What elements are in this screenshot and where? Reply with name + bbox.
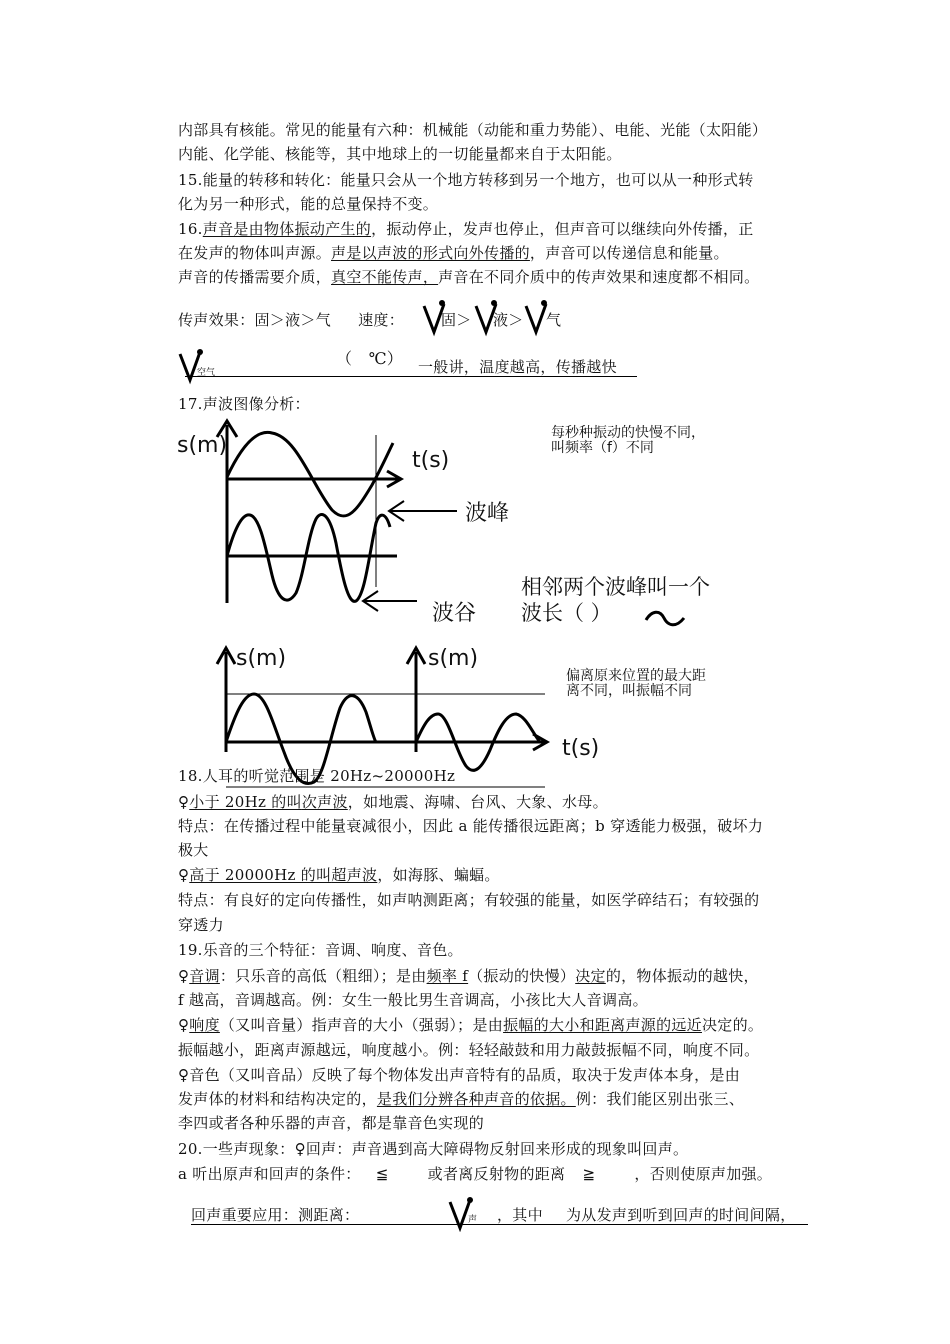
wavelength-symbol	[642, 608, 692, 632]
text-line: 15.能量的转移和转化：能量只会从一个地方转移到另一个地方，也可以从一种形式转	[178, 171, 754, 189]
text-span: 声音在不同介质中的传声效果和速度都不相同。	[438, 268, 760, 286]
bullet-icon: ♀	[178, 866, 190, 884]
text-span: 一般讲，温度越高，传播越快	[418, 358, 617, 376]
text-span: 例：我们能区别出张三、	[575, 1090, 745, 1108]
underlined-text: 频率 f	[426, 967, 469, 985]
underlined-text: 高于 20000Hz 的叫	[189, 866, 332, 884]
bullet-icon: ♀	[178, 1066, 190, 1084]
text-span: 回声重要应用：测距离：	[191, 1206, 360, 1224]
text-span: 回声：声音遇到高大障碍物反射回来形成的现象叫回声。	[305, 1140, 689, 1158]
text-span: 固＞	[441, 311, 472, 329]
bullet-icon: ♀	[178, 1016, 190, 1034]
text-line	[178, 1016, 818, 1034]
text-span: 声音的传播需要介质，	[178, 268, 332, 286]
section-heading: 19.乐音的三个特征：音调、响度、音色。	[178, 941, 463, 959]
label-peak: 波峰	[465, 501, 510, 526]
section-heading: 20.一些声现象：	[178, 1140, 295, 1158]
text-line: 振幅越小，距离声源越远，响度越小。例：轻轻敲鼓和用力敲鼓振幅不同，响度不同。	[178, 1041, 760, 1059]
underlined-text: 小于 20Hz 的叫	[189, 793, 302, 811]
text-line	[178, 1140, 818, 1158]
section-heading: 17.声波图像分析：	[178, 395, 310, 413]
underline-rule	[185, 376, 637, 377]
axis-label-s-left: s(m)	[236, 646, 287, 671]
text-span: （又叫音量）指声音的大小（强弱）；是由	[219, 1016, 504, 1034]
underlined-text: 声是以声波的形式向外传播的	[331, 244, 530, 262]
underline-rule	[191, 1224, 808, 1225]
text-span: ：只乐音的高低（粗细）；是由	[219, 967, 427, 985]
text-span: ，如海豚、蝙蝠。	[377, 866, 500, 884]
label-trough: 波谷	[432, 601, 477, 626]
underlined-text: 决定	[575, 967, 606, 985]
axis-label-s-right: s(m)	[428, 646, 479, 671]
text-span: ，声音可以传递信息和能量。	[529, 244, 729, 262]
subscript-text: 空气	[197, 368, 216, 378]
text-span: 为从发声到听到回声的时间间隔，	[566, 1206, 796, 1224]
subscript-text: 声	[468, 1215, 478, 1225]
text-span: （ ℃）	[336, 349, 404, 368]
text-line: 特点：在传播过程中能量衰减很小，因此 a 能传播很远距离；b 穿透能力极强，破坏力	[178, 817, 764, 835]
text-line	[178, 793, 818, 811]
text-span: a 听出原声和回声的条件：	[178, 1165, 361, 1183]
text-line	[178, 220, 818, 238]
text-line: 内能、化学能、核能等，其中地球上的一切能量都来自于太阳能。	[178, 145, 622, 163]
text-span: 气	[546, 311, 562, 329]
text-line: f 越高，音调越高。例：女生一般比男生音调高，小孩比大人音调高。	[178, 991, 648, 1009]
text-span: 决定的。	[701, 1016, 764, 1034]
text-line	[178, 1066, 818, 1084]
axis-label-t: t(s)	[412, 448, 450, 473]
underlined-text: 声音是由物体振动产生的	[202, 220, 372, 238]
underlined-text: 超声波	[331, 866, 378, 884]
text-span: 速度：	[358, 311, 404, 329]
text-line: 内部具有核能。常见的能量有六种：机械能（动能和重力势能）、电能、光能（太阳能）	[178, 121, 768, 139]
axis-label-t2: t(s)	[562, 736, 600, 761]
bullet-icon: ♀	[178, 967, 190, 985]
section-heading: 18.人耳的听觉范围是 20Hz~20000Hz	[178, 767, 456, 785]
underlined-text: 响度	[189, 1016, 220, 1034]
text-line	[178, 967, 818, 985]
text-span: 或者离反射物的距离	[427, 1165, 566, 1183]
text-line: 特点：有良好的定向传播性，如声呐测距离；有较强的能量，如医学碎结石；有较强的	[178, 891, 760, 909]
text-span: 传声效果：固＞液＞气	[178, 311, 332, 329]
underlined-text: 振幅的大小和距离声源的远近	[503, 1016, 702, 1034]
bullet-icon: ♀	[178, 793, 190, 811]
text-span: 在发声的物体叫声源。	[178, 244, 332, 262]
text-span: ，如地震、海啸、台风、大象、水母。	[347, 793, 608, 811]
underlined-text: 音调	[189, 967, 220, 985]
text-span: ≧	[582, 1165, 596, 1183]
bullet-icon: ♀	[294, 1140, 306, 1158]
text-span: 音色（又叫音品）反映了每个物体发出声音特有的品质，取决于发声体本身，是由	[189, 1066, 741, 1084]
text-line: 李四或者各种乐器的声音，都是靠音色实现的	[178, 1114, 485, 1132]
text-line	[178, 244, 818, 262]
text-line	[178, 1090, 818, 1108]
text-line: 极大	[178, 841, 209, 859]
text-span: 液＞	[493, 311, 524, 329]
text-span: 发声体的材料和结构决定的，	[178, 1090, 377, 1108]
text-line	[178, 268, 818, 286]
text-line	[178, 1165, 818, 1183]
underlined-text: 次声波	[301, 793, 348, 811]
underlined-text: 真空不能传声，	[331, 268, 439, 286]
underlined-text: 是我们分辨各种声音的依据。	[376, 1090, 576, 1108]
text-span: ，其中	[497, 1206, 543, 1224]
wavelength-note: 相邻两个波峰叫一个波长（ ）	[521, 575, 710, 625]
axis-label-s: s(m)	[177, 433, 228, 458]
text-line	[178, 866, 818, 884]
text-line: 穿透力	[178, 916, 224, 934]
text-line: 化为另一种形式，能的总量保持不变。	[178, 195, 439, 213]
text-span: ，振动停止，发声也停止，但声音可以继续向外传播，正	[371, 220, 754, 238]
text-span: 的，物体振动的越快，	[605, 967, 759, 985]
frequency-note: 每秒种振动的快慢不同，叫频率（f）不同	[551, 425, 705, 456]
text-span: ≦	[375, 1165, 389, 1183]
item-number: 16.	[178, 220, 203, 238]
text-span: （振动的快慢）	[468, 967, 576, 985]
text-span: ，否则使原声加强。	[634, 1165, 773, 1183]
amplitude-note: 偏离原来位置的最大距离不同，叫振幅不同	[566, 668, 706, 699]
